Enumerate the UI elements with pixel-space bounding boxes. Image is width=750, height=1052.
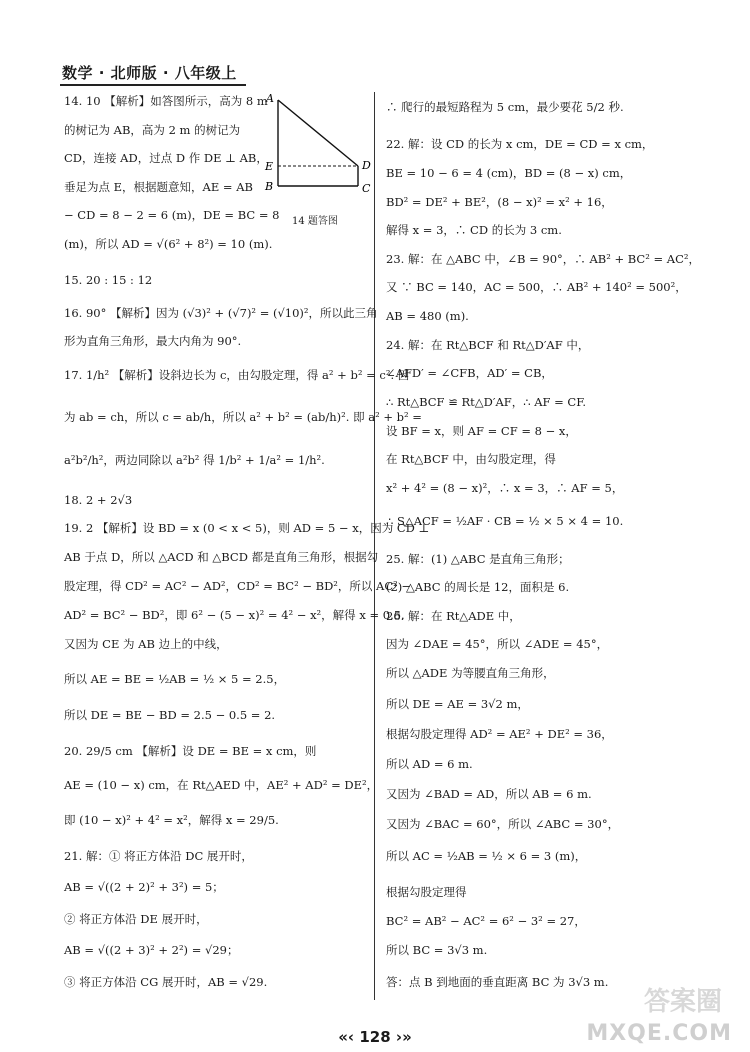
left-line: 垂足为点 E，根据题意知，AE = AB	[64, 180, 253, 194]
left-line: 所以 DE = BE − BD = 2.5 − 0.5 = 2.	[64, 708, 276, 722]
page-header-title: 数学 · 北师版 · 八年级上	[62, 64, 237, 82]
right-line: 25. 解：(1) △ABC 是直角三角形；	[386, 552, 570, 566]
right-line: 设 BF = x，则 AF = CF = 8 − x，	[386, 424, 577, 438]
right-line: 所以 DE = AE = 3√2 m，	[386, 697, 529, 711]
segment-AD	[278, 100, 358, 166]
right-line: 又因为 ∠BAD = AD，所以 AB = 6 m.	[386, 787, 592, 801]
left-line: 19. 2 【解析】设 BD = x (0 < x < 5)，则 AD = 5 − x，因为 CD ⊥	[64, 521, 430, 535]
left-line: 14. 10 【解析】如答图所示，高为 8 m	[64, 94, 268, 108]
right-line: 所以 AC = ½AB = ½ × 6 = 3 (m)，	[386, 849, 587, 863]
right-line: x² + 4² = (8 − x)²，∴ x = 3，∴ AF = 5，	[386, 481, 624, 495]
right-line: 24. 解：在 Rt△BCF 和 Rt△D′AF 中，	[386, 338, 590, 352]
left-line: 17. 1/h² 【解析】设斜边长为 c，由勾股定理，得 a² + b² = c². 因	[64, 368, 410, 382]
label-C: C	[362, 182, 371, 195]
right-line: 26. 解：在 Rt△ADE 中，	[386, 609, 521, 623]
right-line: 23. 解：在 △ABC 中，∠B = 90°，∴ AB² + BC² = AC²，	[386, 252, 700, 266]
left-line: ③ 将正方体沿 CG 展开时，AB = √29.	[64, 975, 268, 989]
left-line: AE = (10 − x) cm，在 Rt△AED 中，AE² + AD² = DE²，	[64, 778, 379, 792]
left-line: 15. 20 : 15 : 12	[64, 273, 153, 287]
left-line: 的树记为 AB，高为 2 m 的树记为	[64, 123, 241, 137]
right-line: 在 Rt△BCF 中，由勾股定理，得	[386, 452, 556, 466]
page-number: 128	[359, 1028, 391, 1046]
label-D: D	[362, 159, 371, 172]
left-line: 股定理，得 CD² = AC² − AD²，CD² = BC² − BD²，所以 AC² −	[64, 579, 412, 593]
right-line: 所以 BC = 3√3 m.	[386, 943, 488, 957]
left-line: CD，连接 AD，过点 D 作 DE ⊥ AB，	[64, 151, 268, 165]
right-line: AB = 480 (m).	[386, 309, 469, 323]
left-line: 即 (10 − x)² + 4² = x²，解得 x = 29/5.	[64, 813, 279, 827]
left-line: a²b²/h²，两边同除以 a²b² 得 1/b² + 1/a² = 1/h².	[64, 453, 325, 467]
left-line: AB 于点 D，所以 △ACD 和 △BCD 都是直角三角形，根据勾	[64, 550, 379, 564]
right-line: BC² = AB² − AC² = 6² − 3² = 27，	[386, 914, 586, 928]
left-line: 16. 90° 【解析】因为 (√3)² + (√7)² = (√10)²，所以此三角	[64, 306, 378, 320]
left-line: 18. 2 + 2√3	[64, 493, 133, 507]
right-line: 因为 ∠DAE = 45°，所以 ∠ADE = 45°，	[386, 637, 609, 651]
left-line: 形为直角三角形，最大内角为 90°.	[64, 334, 242, 348]
left-line: AD² = BC² − BD²，即 6² − (5 − x)² = 4² − x²，解得 x = 0.5.	[64, 608, 405, 622]
footer-left-arrows: «‹	[338, 1028, 355, 1046]
left-line: (m)，所以 AD = √(6² + 8²) = 10 (m).	[64, 237, 273, 251]
right-line: (2) △ABC 的周长是 12，面积是 6.	[386, 580, 570, 594]
label-B: B	[265, 180, 274, 193]
left-line: 又因为 CE 为 AB 边上的中线，	[64, 637, 228, 651]
right-line: 又因为 ∠BAC = 60°，所以 ∠ABC = 30°，	[386, 817, 620, 831]
footer-right-arrows: ›»	[395, 1028, 412, 1046]
left-line: AB = √((2 + 2)² + 3²) = 5；	[64, 880, 224, 894]
right-line: ∴ Rt△BCF ≌ Rt△D′AF，∴ AF = CF.	[386, 395, 587, 409]
left-line: AB = √((2 + 3)² + 2²) = √29；	[64, 943, 239, 957]
right-line: BE = 10 − 6 = 4 (cm)，BD = (8 − x) cm，	[386, 166, 632, 180]
right-line: 所以 AD = 6 m.	[386, 757, 473, 771]
right-line: 根据勾股定理得	[386, 885, 467, 899]
right-line: 22. 解：设 CD 的长为 x cm，DE = CD = x cm，	[386, 137, 654, 151]
right-line: 所以 △ADE 为等腰直角三角形，	[386, 666, 555, 680]
watermark-url: MXQE.COM	[586, 1021, 732, 1046]
right-line: BD² = DE² + BE²，(8 − x)² = x² + 16，	[386, 195, 613, 209]
figure-caption: 14 题答图	[292, 216, 338, 227]
right-line: 解得 x = 3，∴ CD 的长为 3 cm.	[386, 223, 562, 237]
right-line: 又 ∵ BC = 140，AC = 500，∴ AB² + 140² = 500²，	[386, 280, 687, 294]
left-line: − CD = 8 − 2 = 6 (m)，DE = BC = 8	[64, 208, 280, 222]
left-line: 为 ab = ch，所以 c = ab/h，所以 a² + b² = (ab/h)². 即 a² + b² =	[64, 410, 422, 424]
label-A: A	[266, 92, 274, 105]
left-line: 21. 解：① 将正方体沿 DC 展开时，	[64, 849, 253, 863]
right-line: 根据勾股定理得 AD² = AE² + DE² = 36，	[386, 727, 613, 741]
header-underline	[60, 84, 246, 86]
right-line: ∴ S△ACF = ½AF · CB = ½ × 5 × 4 = 10.	[386, 514, 624, 528]
left-line: 所以 AE = BE = ½AB = ½ × 5 = 2.5，	[64, 672, 286, 686]
right-line: ∴ 爬行的最短路程为 5 cm，最少要花 5/2 秒.	[386, 100, 624, 114]
watermark-logo-text: 答案圈	[643, 987, 722, 1017]
left-line: ② 将正方体沿 DE 展开时，	[64, 912, 208, 926]
label-E: E	[265, 160, 274, 173]
right-line: 答：点 B 到地面的垂直距离 BC 为 3√3 m.	[386, 975, 609, 989]
left-line: 20. 29/5 cm 【解析】设 DE = BE = x cm，则	[64, 744, 317, 758]
right-line: ∠AFD′ = ∠CFB，AD′ = CB，	[386, 366, 553, 380]
